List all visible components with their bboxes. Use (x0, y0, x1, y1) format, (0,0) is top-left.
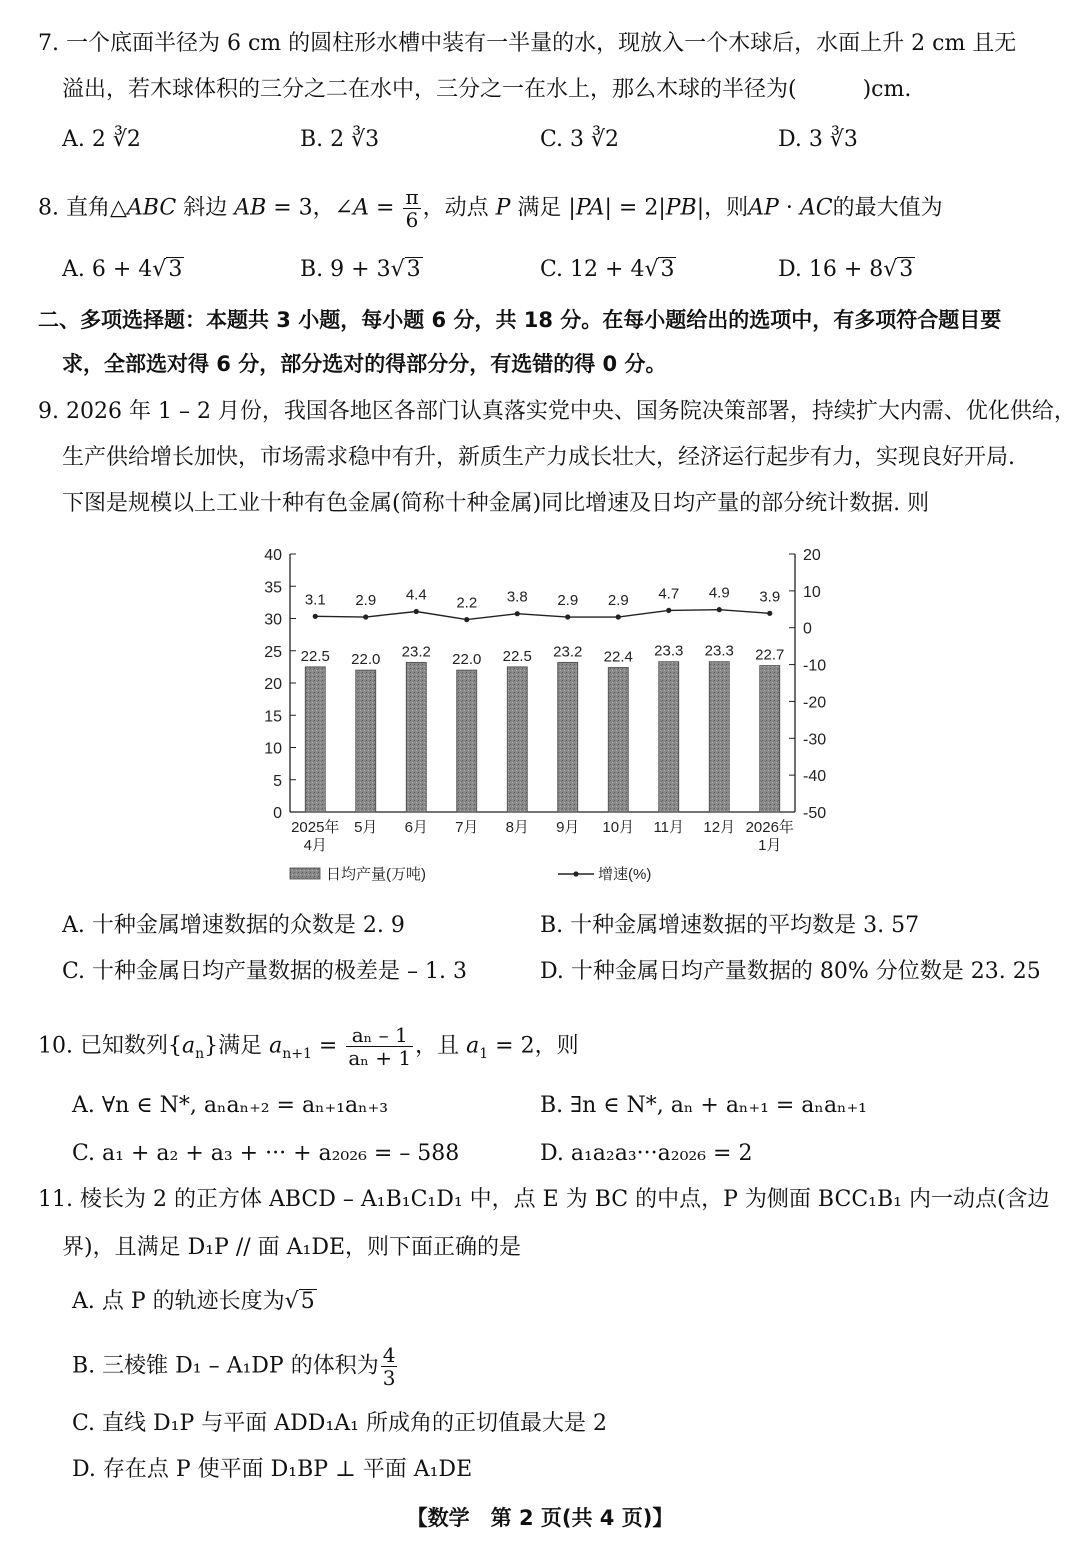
bar-data-label: 22.5 (502, 647, 532, 665)
vector-ap: AP (748, 195, 779, 221)
q10-option-d: D. a₁a₂a₃···a₂₀₂₆ = 2 (540, 1141, 753, 1166)
bar-daily-output (558, 662, 578, 812)
q8-stem: 8. 直角△ABC 斜边 AB = 3，∠A = $\frac{\pi}{6}$ ，动点 P 满足 |PA| = 2|PB|，则AP · AC的最大值为 (38, 185, 943, 232)
q7-option-a: A. 2 ∛2 (62, 127, 141, 152)
left-tick-label: 20 (264, 676, 282, 693)
left-tick-label: 10 (264, 740, 282, 758)
q9-line1: 9. 2026 年 1 – 2 月份，我国各地区各部门认真落实党中央、国务院决策部署，持续扩大内需、优化供给， (38, 399, 1076, 424)
bar-data-label: 23.3 (654, 642, 684, 660)
growth-data-label: 4.4 (405, 586, 427, 604)
vector-pa: PA (575, 195, 605, 221)
bar-daily-output (659, 662, 679, 812)
growth-line (315, 610, 770, 620)
right-tick-label: 20 (803, 547, 821, 564)
q10-stem: 10. 已知数列$\{a_n\}$满足 $a_{n+1}$ = $\frac{\text{aₙ – 1}}{\text{aₙ + 1}}$ ，且 $a_1 = 2$，则 (38, 1023, 579, 1070)
legend-line-label: 增速(%) (598, 866, 652, 883)
growth-data-label: 3.1 (304, 591, 326, 609)
left-tick-label: 25 (264, 643, 282, 661)
growth-point (313, 614, 318, 619)
metal-production-chart (250, 540, 830, 890)
left-tick-label: 5 (273, 772, 282, 790)
bar-daily-output (406, 662, 426, 812)
q10-option-b: B. ∃n ∈ N*, aₙ + aₙ₊₁ = aₙaₙ₊₁ (540, 1093, 868, 1118)
bar-data-label: 22.0 (351, 651, 381, 669)
q11-option-b: B. 三棱锥 D₁ – A₁DP 的体积为 $\frac{4}{3}$ (72, 1343, 396, 1390)
growth-data-label: 2.9 (607, 592, 629, 610)
x-tick-label: 2026年 (745, 819, 794, 836)
growth-data-label: 2.2 (456, 594, 478, 612)
legend-line-marker (573, 871, 578, 876)
bar-daily-output (457, 670, 477, 812)
right-tick-label: -30 (803, 731, 827, 749)
q9-option-b: B. 十种金属增速数据的平均数是 3. 57 (540, 913, 920, 938)
x-tick-label: 8月 (505, 819, 529, 836)
growth-data-label: 2.9 (355, 592, 377, 610)
q7-line2: 溢出，若木球体积的三分之二在水中，三分之一在水上，那么木球的半径为( )cm. (62, 77, 912, 102)
left-tick-label: 15 (264, 708, 282, 726)
vector-ac: AC (799, 195, 833, 221)
x-tick-label: 4月 (303, 837, 327, 854)
page-footer: 【数学 第 2 页(共 4 页)】 (406, 1506, 674, 1530)
q11-line2: 界)，且满足 D₁P // 面 A₁DE，则下面正确的是 (62, 1235, 522, 1260)
growth-data-label: 2.9 (557, 592, 579, 610)
q10-option-a: A. ∀n ∈ N*, aₙaₙ₊₂ = aₙ₊₁aₙ₊₃ (72, 1093, 389, 1118)
left-tick-label: 35 (264, 579, 282, 597)
growth-point (616, 614, 621, 619)
bar-daily-output (709, 662, 729, 812)
q8-option-c: C. 12 + 4√3 (540, 257, 675, 282)
q9-line2: 生产供给增长加快，市场需求稳中有升，新质生产力成长壮大，经济运行起步有力，实现良好开局. (62, 445, 1015, 470)
x-tick-label: 12月 (703, 819, 736, 836)
growth-point (565, 614, 570, 619)
legend-bar-swatch (290, 868, 320, 879)
x-tick-label: 7月 (455, 819, 479, 836)
bar-data-label: 22.4 (603, 648, 633, 666)
bar-data-label: 23.3 (704, 642, 734, 660)
q10-option-c: C. a₁ + a₂ + a₃ + ··· + a₂₀₂₆ = – 588 (72, 1141, 460, 1166)
growth-point (717, 607, 722, 612)
recurrence-fraction: $\frac{\text{aₙ – 1}}{\text{aₙ + 1}}$ (348, 1023, 412, 1070)
right-tick-label: -50 (803, 805, 827, 822)
right-tick-label: 10 (803, 583, 821, 601)
pi-over-6-fraction: $\frac{\pi}{6}$ (405, 185, 419, 232)
q11-option-d: D. 存在点 P 使平面 D₁BP ⊥ 平面 A₁DE (72, 1457, 473, 1482)
right-tick-label: -10 (803, 657, 827, 675)
bar-daily-output (507, 667, 527, 812)
q7-option-d: D. 3 ∛3 (778, 127, 858, 152)
q9-option-d: D. 十种金属日均产量数据的 80% 分位数是 23. 25 (540, 959, 1041, 984)
bar-daily-output (608, 668, 628, 812)
growth-data-label: 3.8 (506, 588, 528, 606)
left-tick-label: 40 (264, 547, 282, 564)
q8-option-b: B. 9 + 3√3 (300, 257, 421, 282)
growth-data-label: 4.9 (708, 584, 730, 602)
bar-daily-output (356, 670, 376, 812)
section2-heading-line1: 二、多项选择题：本题共 3 小题，每小题 6 分，共 18 分。在每小题给出的选项中，有多项符合题目要 (38, 308, 1002, 332)
right-tick-label: -40 (803, 768, 827, 786)
q11-option-c: C. 直线 D₁P 与平面 ADD₁A₁ 所成角的正切值最大是 2 (72, 1411, 607, 1436)
q9-option-c: C. 十种金属日均产量数据的极差是 – 1. 3 (62, 959, 468, 984)
vector-pb: PB (665, 195, 697, 221)
q11-option-a: A. 点 P 的轨迹长度为√5 (72, 1289, 315, 1314)
right-tick-label: 0 (803, 620, 812, 638)
bar-daily-output (760, 666, 780, 812)
four-thirds-fraction: $\frac{4}{3}$ (382, 1343, 396, 1390)
bar-data-label: 22.0 (452, 651, 482, 669)
x-tick-label: 11月 (653, 819, 685, 836)
q8-option-a: A. 6 + 4√3 (62, 257, 183, 282)
q7-option-b: B. 2 ∛3 (300, 127, 380, 152)
x-tick-label: 5月 (354, 819, 378, 836)
left-tick-label: 30 (264, 611, 282, 629)
x-tick-label: 2025年 (291, 819, 340, 836)
legend-bar-label: 日均产量(万吨) (326, 866, 426, 883)
bar-daily-output (305, 667, 325, 812)
growth-point (464, 617, 469, 622)
bar-data-label: 23.2 (401, 643, 431, 661)
q7-option-c: C. 3 ∛2 (540, 127, 620, 152)
right-tick-label: -20 (803, 694, 827, 712)
growth-point (515, 611, 520, 616)
growth-point (767, 611, 772, 616)
section2-heading-line2: 求，全部选对得 6 分，部分选对的得部分分，有选错的得 0 分。 (62, 352, 667, 376)
q8-option-d: D. 16 + 8√3 (778, 257, 914, 282)
x-tick-label: 9月 (556, 819, 580, 836)
growth-data-label: 4.7 (658, 585, 680, 603)
q9-line3: 下图是规模以上工业十种有色金属(简称十种金属)同比增速及日均产量的部分统计数据. 则 (62, 491, 930, 516)
q11-line1: 11. 棱长为 2 的正方体 ABCD – A₁B₁C₁D₁ 中，点 E 为 BC 的中点，P 为侧面 BCC₁B₁ 内一动点(含边 (38, 1187, 1050, 1212)
x-tick-label: 6月 (404, 819, 428, 836)
bar-data-label: 22.7 (755, 646, 785, 664)
bar-data-label: 22.5 (300, 647, 330, 665)
q9-option-a: A. 十种金属增速数据的众数是 2. 9 (62, 913, 405, 938)
growth-data-label: 3.9 (759, 588, 781, 606)
q7-line1: 7. 一个底面半径为 6 cm 的圆柱形水槽中装有一半量的水，现放入一个木球后，水面上升 2 cm 且无 (38, 31, 1017, 56)
growth-point (363, 614, 368, 619)
x-tick-label: 1月 (758, 837, 782, 854)
growth-point (414, 609, 419, 614)
x-tick-label: 10月 (602, 819, 635, 836)
bar-data-label: 23.2 (553, 643, 583, 661)
left-tick-label: 0 (273, 805, 282, 822)
growth-point (666, 608, 671, 613)
